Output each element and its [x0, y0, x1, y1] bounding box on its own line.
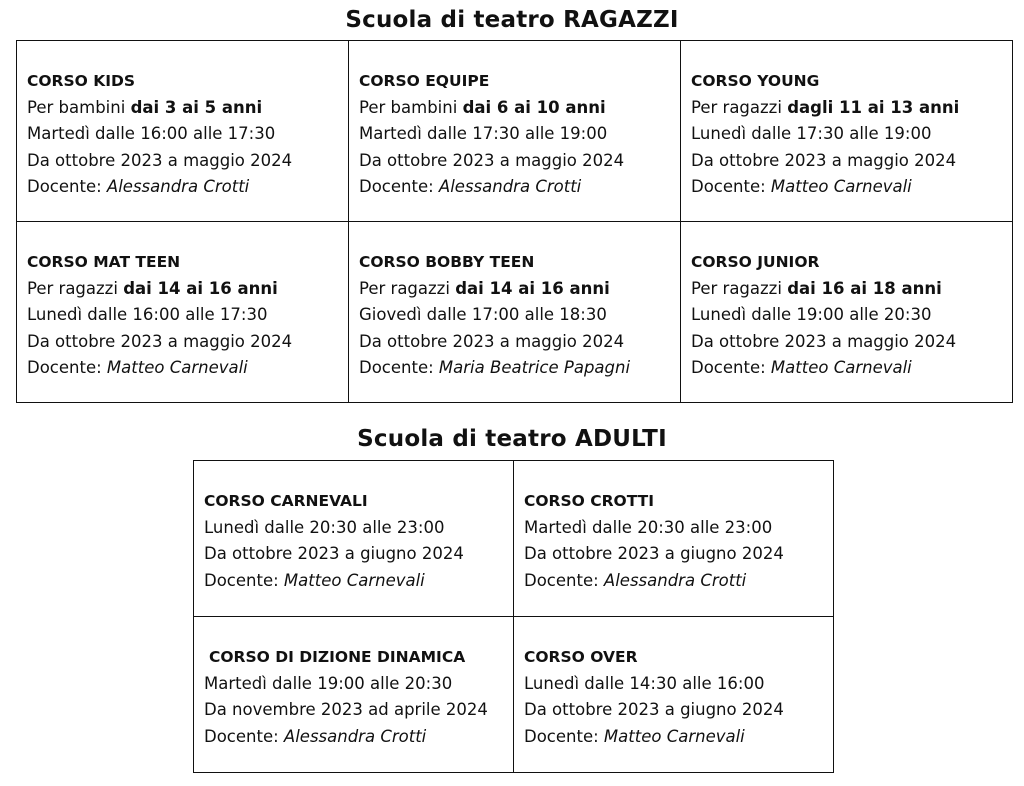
teacher-label: Docente: — [359, 358, 434, 377]
course-teacher — [204, 724, 513, 751]
course-name: CORSO CROTTI — [524, 492, 654, 510]
course-schedule: Lunedì dalle 16:00 alle 17:30 — [27, 305, 268, 324]
age-range: dai 16 ai 18 anni — [787, 278, 942, 298]
course-schedule: Martedì dalle 17:30 alle 19:00 — [359, 124, 608, 143]
course-cell-mat-teen — [17, 222, 349, 403]
course-period: Da ottobre 2023 a giugno 2024 — [524, 544, 784, 563]
course-period: Da ottobre 2023 a maggio 2024 — [27, 150, 293, 170]
age-prefix: Per ragazzi — [27, 278, 118, 298]
course-schedule: Lunedì dalle 17:30 alle 19:00 — [691, 124, 932, 143]
course-teacher — [359, 174, 680, 201]
course-name: CORSO OVER — [524, 648, 638, 666]
course-age — [27, 95, 348, 122]
teacher-label: Docente: — [524, 726, 599, 746]
course-schedule: Giovedì dalle 17:00 alle 18:30 — [359, 305, 607, 324]
course-period: Da ottobre 2023 a maggio 2024 — [359, 150, 625, 170]
age-range: dagli 11 ai 13 anni — [787, 97, 960, 117]
course-age — [359, 95, 680, 122]
course-cell-bobby-teen — [349, 222, 681, 403]
teacher-label: Docente: — [524, 570, 599, 590]
course-cell-equipe — [349, 41, 681, 222]
age-range: dai 6 ai 10 anni — [462, 97, 606, 117]
table-row — [194, 617, 834, 773]
age-prefix: Per ragazzi — [359, 278, 450, 298]
course-teacher — [524, 568, 833, 595]
age-prefix: Per bambini — [27, 97, 126, 117]
teacher-name: Alessandra Crotti — [438, 177, 582, 196]
age-prefix: Per bambini — [359, 97, 458, 117]
course-cell-dizione-dinamica — [194, 617, 514, 773]
teacher-name: Matteo Carnevali — [770, 177, 912, 196]
course-teacher — [691, 174, 1012, 201]
teacher-name: Alessandra Crotti — [106, 177, 250, 196]
teacher-label: Docente: — [204, 570, 279, 590]
teacher-name: Matteo Carnevali — [770, 358, 912, 377]
teacher-name: Matteo Carnevali — [283, 570, 425, 590]
course-name: CORSO EQUIPE — [359, 72, 490, 90]
course-teacher — [359, 355, 680, 382]
course-period: Da ottobre 2023 a maggio 2024 — [691, 331, 957, 351]
course-name: CORSO MAT TEEN — [27, 253, 181, 271]
teacher-name: Alessandra Crotti — [603, 570, 747, 590]
course-period: Da ottobre 2023 a maggio 2024 — [691, 150, 957, 170]
age-prefix: Per ragazzi — [691, 278, 782, 298]
age-range: dai 14 ai 16 anni — [123, 278, 278, 298]
course-schedule: Lunedì dalle 19:00 alle 20:30 — [691, 305, 932, 324]
course-schedule: Martedì dalle 19:00 alle 20:30 — [204, 673, 453, 693]
course-teacher — [27, 174, 348, 201]
teacher-label: Docente: — [204, 726, 279, 746]
course-cell-young — [681, 41, 1013, 222]
table-row — [17, 222, 1013, 403]
course-cell-over — [514, 617, 834, 773]
course-cell-crotti — [514, 461, 834, 617]
ragazzi-course-table — [16, 40, 1013, 403]
course-cell-kids — [17, 41, 349, 222]
age-range: dai 14 ai 16 anni — [455, 278, 610, 298]
section-title-adulti: Scuola di teatro ADULTI — [357, 426, 667, 452]
course-schedule: Martedì dalle 16:00 alle 17:30 — [27, 124, 276, 143]
table-row — [194, 461, 834, 617]
course-cell-junior — [681, 222, 1013, 403]
course-period: Da ottobre 2023 a giugno 2024 — [524, 700, 784, 719]
teacher-name: Matteo Carnevali — [603, 726, 745, 746]
section-title-ragazzi: Scuola di teatro RAGAZZI — [345, 7, 679, 33]
adulti-course-table — [193, 460, 834, 773]
course-name: CORSO BOBBY TEEN — [359, 253, 535, 271]
course-name: CORSO YOUNG — [691, 72, 820, 90]
course-name: CORSO JUNIOR — [691, 253, 820, 271]
teacher-label: Docente: — [691, 358, 766, 377]
teacher-label: Docente: — [691, 177, 766, 196]
teacher-name: Alessandra Crotti — [283, 726, 427, 746]
course-period: Da ottobre 2023 a maggio 2024 — [27, 331, 293, 351]
course-teacher — [204, 568, 513, 595]
teacher-label: Docente: — [27, 177, 102, 196]
course-age — [27, 276, 348, 303]
teacher-label: Docente: — [359, 177, 434, 196]
course-schedule: Lunedì dalle 20:30 alle 23:00 — [204, 517, 445, 537]
course-age — [359, 276, 680, 303]
teacher-label: Docente: — [27, 358, 102, 377]
teacher-name: Maria Beatrice Papagni — [438, 358, 631, 377]
course-cell-carnevali — [194, 461, 514, 617]
course-teacher — [524, 724, 833, 751]
course-schedule: Martedì dalle 20:30 alle 23:00 — [524, 517, 773, 537]
course-schedule: Lunedì dalle 14:30 alle 16:00 — [524, 673, 765, 693]
course-name: CORSO KIDS — [27, 72, 136, 90]
course-teacher — [691, 355, 1012, 382]
course-period: Da ottobre 2023 a maggio 2024 — [359, 331, 625, 351]
course-period: Da ottobre 2023 a giugno 2024 — [204, 544, 464, 563]
age-prefix: Per ragazzi — [691, 97, 782, 117]
course-period: Da novembre 2023 ad aprile 2024 — [204, 700, 488, 719]
teacher-name: Matteo Carnevali — [106, 358, 248, 377]
course-age — [691, 276, 1012, 303]
course-name: CORSO DI DIZIONE DINAMICA — [209, 648, 466, 666]
table-row — [17, 41, 1013, 222]
course-age — [691, 95, 1012, 122]
age-range: dai 3 ai 5 anni — [130, 97, 263, 117]
course-teacher — [27, 355, 348, 382]
course-name: CORSO CARNEVALI — [204, 492, 368, 510]
